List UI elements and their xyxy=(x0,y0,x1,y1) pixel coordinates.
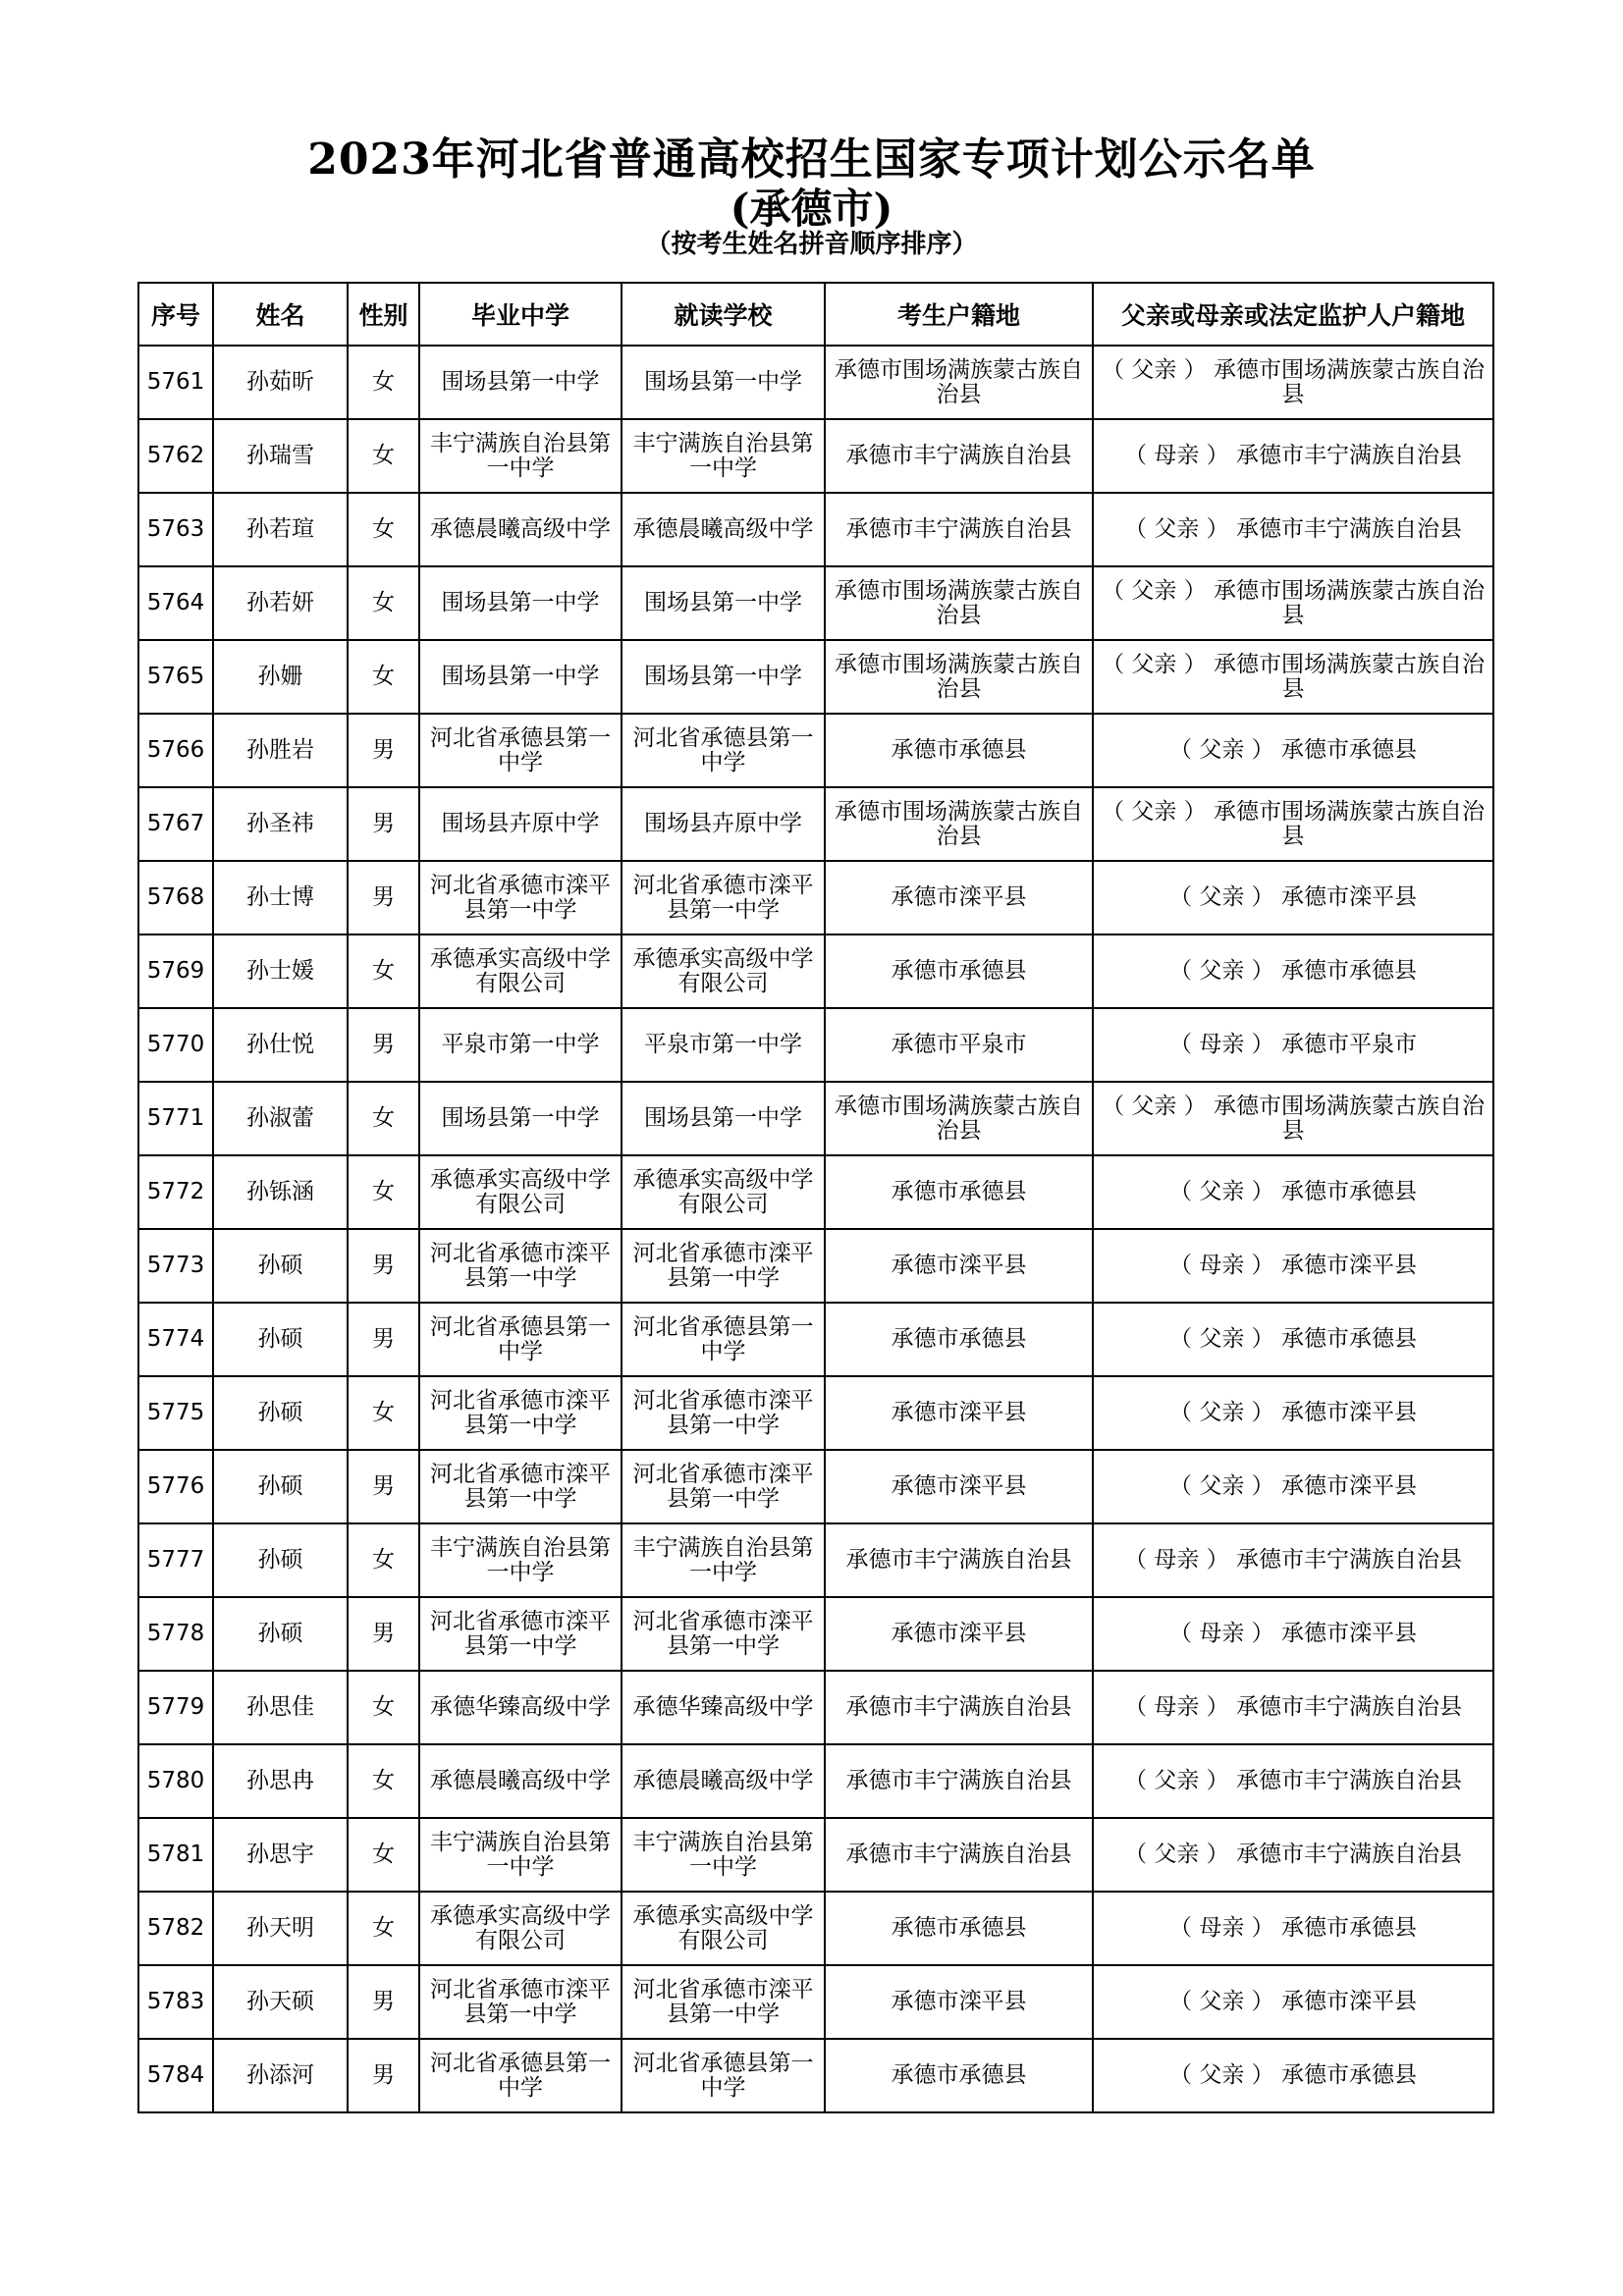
name-cell: 孙士媛 xyxy=(213,934,348,1008)
table-row xyxy=(138,1523,1493,1597)
gender-cell: 男 xyxy=(348,1229,419,1303)
seq-cell: 5774 xyxy=(138,1303,213,1376)
current-school-cell: 河北省承德市滦平县第一中学 xyxy=(622,1450,825,1523)
gender-cell: 男 xyxy=(348,2039,419,2112)
name-cell: 孙天硕 xyxy=(213,1965,348,2039)
graduation-school-cell: 河北省承德县第一中学 xyxy=(419,1303,622,1376)
name-cell: 孙姗 xyxy=(213,640,348,714)
graduation-school-cell: 河北省承德市滦平县第一中学 xyxy=(419,1229,622,1303)
guardian-household-cell: （ 父亲 ） 承德市滦平县 xyxy=(1093,1450,1493,1523)
name-cell: 孙思佳 xyxy=(213,1671,348,1744)
graduation-school-cell: 平泉市第一中学 xyxy=(419,1008,622,1082)
current-school-cell: 平泉市第一中学 xyxy=(622,1008,825,1082)
current-school-cell: 河北省承德县第一中学 xyxy=(622,714,825,787)
name-cell: 孙仕悦 xyxy=(213,1008,348,1082)
household-cell: 承德市滦平县 xyxy=(825,1229,1093,1303)
name-cell: 孙瑞雪 xyxy=(213,419,348,493)
name-cell: 孙若瑄 xyxy=(213,493,348,566)
current-school-cell: 河北省承德市滦平县第一中学 xyxy=(622,1597,825,1671)
gender-cell: 女 xyxy=(348,1376,419,1450)
guardian-household-cell: （ 父亲 ） 承德市滦平县 xyxy=(1093,1965,1493,2039)
gender-cell: 女 xyxy=(348,1671,419,1744)
household-cell: 承德市滦平县 xyxy=(825,1450,1093,1523)
seq-cell: 5781 xyxy=(138,1818,213,1892)
table-row xyxy=(138,861,1493,934)
household-cell: 承德市承德县 xyxy=(825,714,1093,787)
gender-cell: 女 xyxy=(348,640,419,714)
seq-cell: 5765 xyxy=(138,640,213,714)
current-school-cell: 承德承实高级中学有限公司 xyxy=(622,1155,825,1229)
gender-cell: 女 xyxy=(348,1523,419,1597)
table-row xyxy=(138,1303,1493,1376)
guardian-household-cell: （ 父亲 ） 承德市围场满族蒙古族自治县 xyxy=(1093,640,1493,714)
household-cell: 承德市滦平县 xyxy=(825,861,1093,934)
gender-cell: 女 xyxy=(348,493,419,566)
page-title: 2023年河北省普通高校招生国家专项计划公示名单 xyxy=(307,134,1316,185)
graduation-school-cell: 承德晨曦高级中学 xyxy=(419,1744,622,1818)
guardian-household-cell: （ 父亲 ） 承德市围场满族蒙古族自治县 xyxy=(1093,346,1493,419)
page-subtitle: (承德市) xyxy=(730,185,893,233)
header-cell: 姓名 xyxy=(213,283,348,346)
current-school-cell: 围场县第一中学 xyxy=(622,346,825,419)
guardian-household-cell: （ 父亲 ） 承德市丰宁满族自治县 xyxy=(1093,1744,1493,1818)
name-cell: 孙圣祎 xyxy=(213,787,348,861)
name-cell: 孙淑蕾 xyxy=(213,1082,348,1155)
household-cell: 承德市承德县 xyxy=(825,2039,1093,2112)
name-cell: 孙若妍 xyxy=(213,566,348,640)
graduation-school-cell: 河北省承德县第一中学 xyxy=(419,714,622,787)
header-cell: 考生户籍地 xyxy=(825,283,1093,346)
roster-table xyxy=(137,282,1494,2113)
seq-cell: 5767 xyxy=(138,787,213,861)
seq-cell: 5769 xyxy=(138,934,213,1008)
household-cell: 承德市滦平县 xyxy=(825,1965,1093,2039)
seq-cell: 5766 xyxy=(138,714,213,787)
table-row xyxy=(138,419,1493,493)
gender-cell: 男 xyxy=(348,1965,419,2039)
current-school-cell: 承德华臻高级中学 xyxy=(622,1671,825,1744)
current-school-cell: 河北省承德县第一中学 xyxy=(622,1303,825,1376)
table-row xyxy=(138,1597,1493,1671)
guardian-household-cell: （ 父亲 ） 承德市承德县 xyxy=(1093,1303,1493,1376)
guardian-household-cell: （ 母亲 ） 承德市滦平县 xyxy=(1093,1597,1493,1671)
seq-cell: 5782 xyxy=(138,1892,213,1965)
seq-cell: 5776 xyxy=(138,1450,213,1523)
sort-note: （按考生姓名拼音顺序排序） xyxy=(645,230,978,259)
graduation-school-cell: 河北省承德市滦平县第一中学 xyxy=(419,1376,622,1450)
header-cell: 就读学校 xyxy=(622,283,825,346)
household-cell: 承德市丰宁满族自治县 xyxy=(825,493,1093,566)
table-row xyxy=(138,2039,1493,2112)
seq-cell: 5762 xyxy=(138,419,213,493)
seq-cell: 5775 xyxy=(138,1376,213,1450)
gender-cell: 女 xyxy=(348,419,419,493)
household-cell: 承德市承德县 xyxy=(825,1303,1093,1376)
guardian-household-cell: （ 母亲 ） 承德市丰宁满族自治县 xyxy=(1093,1671,1493,1744)
graduation-school-cell: 承德华臻高级中学 xyxy=(419,1671,622,1744)
name-cell: 孙天明 xyxy=(213,1892,348,1965)
current-school-cell: 承德晨曦高级中学 xyxy=(622,493,825,566)
current-school-cell: 河北省承德县第一中学 xyxy=(622,2039,825,2112)
graduation-school-cell: 丰宁满族自治县第一中学 xyxy=(419,1818,622,1892)
household-cell: 承德市丰宁满族自治县 xyxy=(825,1523,1093,1597)
current-school-cell: 丰宁满族自治县第一中学 xyxy=(622,1818,825,1892)
guardian-household-cell: （ 母亲 ） 承德市承德县 xyxy=(1093,1892,1493,1965)
gender-cell: 男 xyxy=(348,1450,419,1523)
household-cell: 承德市滦平县 xyxy=(825,1376,1093,1450)
guardian-household-cell: （ 父亲 ） 承德市承德县 xyxy=(1093,1155,1493,1229)
gender-cell: 男 xyxy=(348,1303,419,1376)
household-cell: 承德市丰宁满族自治县 xyxy=(825,1818,1093,1892)
table-row xyxy=(138,346,1493,419)
table-row xyxy=(138,1376,1493,1450)
graduation-school-cell: 承德晨曦高级中学 xyxy=(419,493,622,566)
guardian-household-cell: （ 父亲 ） 承德市围场满族蒙古族自治县 xyxy=(1093,787,1493,861)
graduation-school-cell: 围场县第一中学 xyxy=(419,346,622,419)
gender-cell: 女 xyxy=(348,346,419,419)
graduation-school-cell: 承德承实高级中学有限公司 xyxy=(419,934,622,1008)
graduation-school-cell: 承德承实高级中学有限公司 xyxy=(419,1155,622,1229)
table-row xyxy=(138,1818,1493,1892)
table-row xyxy=(138,1008,1493,1082)
header-cell: 序号 xyxy=(138,283,213,346)
seq-cell: 5772 xyxy=(138,1155,213,1229)
seq-cell: 5773 xyxy=(138,1229,213,1303)
gender-cell: 女 xyxy=(348,566,419,640)
household-cell: 承德市承德县 xyxy=(825,1155,1093,1229)
guardian-household-cell: （ 父亲 ） 承德市滦平县 xyxy=(1093,861,1493,934)
gender-cell: 女 xyxy=(348,1744,419,1818)
guardian-household-cell: （ 母亲 ） 承德市丰宁满族自治县 xyxy=(1093,1523,1493,1597)
current-school-cell: 承德承实高级中学有限公司 xyxy=(622,934,825,1008)
table-row xyxy=(138,1965,1493,2039)
household-cell: 承德市平泉市 xyxy=(825,1008,1093,1082)
table-row xyxy=(138,1229,1493,1303)
seq-cell: 5777 xyxy=(138,1523,213,1597)
table-row xyxy=(138,566,1493,640)
graduation-school-cell: 河北省承德市滦平县第一中学 xyxy=(419,1965,622,2039)
table-header-row xyxy=(138,283,1493,346)
table-row xyxy=(138,1744,1493,1818)
current-school-cell: 围场县第一中学 xyxy=(622,640,825,714)
guardian-household-cell: （ 父亲 ） 承德市丰宁满族自治县 xyxy=(1093,493,1493,566)
graduation-school-cell: 围场县第一中学 xyxy=(419,1082,622,1155)
name-cell: 孙硕 xyxy=(213,1376,348,1450)
table-row xyxy=(138,640,1493,714)
guardian-household-cell: （ 父亲 ） 承德市承德县 xyxy=(1093,934,1493,1008)
seq-cell: 5783 xyxy=(138,1965,213,2039)
guardian-household-cell: （ 父亲 ） 承德市丰宁满族自治县 xyxy=(1093,1818,1493,1892)
name-cell: 孙硕 xyxy=(213,1303,348,1376)
name-cell: 孙添河 xyxy=(213,2039,348,2112)
table-row xyxy=(138,1082,1493,1155)
seq-cell: 5779 xyxy=(138,1671,213,1744)
guardian-household-cell: （ 父亲 ） 承德市围场满族蒙古族自治县 xyxy=(1093,1082,1493,1155)
household-cell: 承德市丰宁满族自治县 xyxy=(825,1671,1093,1744)
current-school-cell: 围场县第一中学 xyxy=(622,566,825,640)
header-cell: 父亲或母亲或法定监护人户籍地 xyxy=(1093,283,1493,346)
seq-cell: 5784 xyxy=(138,2039,213,2112)
seq-cell: 5768 xyxy=(138,861,213,934)
graduation-school-cell: 河北省承德市滦平县第一中学 xyxy=(419,861,622,934)
name-cell: 孙茹昕 xyxy=(213,346,348,419)
graduation-school-cell: 河北省承德市滦平县第一中学 xyxy=(419,1597,622,1671)
table-row xyxy=(138,1155,1493,1229)
seq-cell: 5771 xyxy=(138,1082,213,1155)
name-cell: 孙思宇 xyxy=(213,1818,348,1892)
name-cell: 孙硕 xyxy=(213,1450,348,1523)
graduation-school-cell: 河北省承德县第一中学 xyxy=(419,2039,622,2112)
graduation-school-cell: 丰宁满族自治县第一中学 xyxy=(419,419,622,493)
graduation-school-cell: 河北省承德市滦平县第一中学 xyxy=(419,1450,622,1523)
graduation-school-cell: 围场县第一中学 xyxy=(419,566,622,640)
current-school-cell: 河北省承德市滦平县第一中学 xyxy=(622,861,825,934)
name-cell: 孙硕 xyxy=(213,1229,348,1303)
current-school-cell: 河北省承德市滦平县第一中学 xyxy=(622,1965,825,2039)
gender-cell: 男 xyxy=(348,787,419,861)
household-cell: 承德市围场满族蒙古族自治县 xyxy=(825,566,1093,640)
header-cell: 性别 xyxy=(348,283,419,346)
table-row xyxy=(138,1450,1493,1523)
seq-cell: 5761 xyxy=(138,346,213,419)
household-cell: 承德市丰宁满族自治县 xyxy=(825,1744,1093,1818)
name-cell: 孙胜岩 xyxy=(213,714,348,787)
name-cell: 孙硕 xyxy=(213,1597,348,1671)
table-row xyxy=(138,1892,1493,1965)
household-cell: 承德市丰宁满族自治县 xyxy=(825,419,1093,493)
gender-cell: 男 xyxy=(348,1008,419,1082)
current-school-cell: 承德承实高级中学有限公司 xyxy=(622,1892,825,1965)
name-cell: 孙硕 xyxy=(213,1523,348,1597)
guardian-household-cell: （ 父亲 ） 承德市承德县 xyxy=(1093,714,1493,787)
name-cell: 孙铄涵 xyxy=(213,1155,348,1229)
gender-cell: 女 xyxy=(348,1818,419,1892)
gender-cell: 女 xyxy=(348,1082,419,1155)
seq-cell: 5780 xyxy=(138,1744,213,1818)
table-row xyxy=(138,714,1493,787)
current-school-cell: 河北省承德市滦平县第一中学 xyxy=(622,1376,825,1450)
table-row xyxy=(138,493,1493,566)
household-cell: 承德市围场满族蒙古族自治县 xyxy=(825,1082,1093,1155)
household-cell: 承德市滦平县 xyxy=(825,1597,1093,1671)
gender-cell: 女 xyxy=(348,934,419,1008)
current-school-cell: 承德晨曦高级中学 xyxy=(622,1744,825,1818)
graduation-school-cell: 围场县卉原中学 xyxy=(419,787,622,861)
seq-cell: 5778 xyxy=(138,1597,213,1671)
guardian-household-cell: （ 父亲 ） 承德市承德县 xyxy=(1093,2039,1493,2112)
current-school-cell: 河北省承德市滦平县第一中学 xyxy=(622,1229,825,1303)
header-cell: 毕业中学 xyxy=(419,283,622,346)
gender-cell: 女 xyxy=(348,1155,419,1229)
guardian-household-cell: （ 父亲 ） 承德市围场满族蒙古族自治县 xyxy=(1093,566,1493,640)
gender-cell: 男 xyxy=(348,714,419,787)
guardian-household-cell: （ 母亲 ） 承德市滦平县 xyxy=(1093,1229,1493,1303)
gender-cell: 女 xyxy=(348,1892,419,1965)
household-cell: 承德市围场满族蒙古族自治县 xyxy=(825,346,1093,419)
household-cell: 承德市围场满族蒙古族自治县 xyxy=(825,640,1093,714)
graduation-school-cell: 围场县第一中学 xyxy=(419,640,622,714)
table-row xyxy=(138,934,1493,1008)
table-row xyxy=(138,787,1493,861)
seq-cell: 5770 xyxy=(138,1008,213,1082)
household-cell: 承德市承德县 xyxy=(825,1892,1093,1965)
name-cell: 孙士博 xyxy=(213,861,348,934)
current-school-cell: 丰宁满族自治县第一中学 xyxy=(622,419,825,493)
seq-cell: 5764 xyxy=(138,566,213,640)
household-cell: 承德市承德县 xyxy=(825,934,1093,1008)
gender-cell: 男 xyxy=(348,1597,419,1671)
current-school-cell: 围场县第一中学 xyxy=(622,1082,825,1155)
seq-cell: 5763 xyxy=(138,493,213,566)
guardian-household-cell: （ 母亲 ） 承德市平泉市 xyxy=(1093,1008,1493,1082)
current-school-cell: 围场县卉原中学 xyxy=(622,787,825,861)
graduation-school-cell: 承德承实高级中学有限公司 xyxy=(419,1892,622,1965)
graduation-school-cell: 丰宁满族自治县第一中学 xyxy=(419,1523,622,1597)
guardian-household-cell: （ 父亲 ） 承德市滦平县 xyxy=(1093,1376,1493,1450)
guardian-household-cell: （ 母亲 ） 承德市丰宁满族自治县 xyxy=(1093,419,1493,493)
current-school-cell: 丰宁满族自治县第一中学 xyxy=(622,1523,825,1597)
name-cell: 孙思冉 xyxy=(213,1744,348,1818)
table-row xyxy=(138,1671,1493,1744)
gender-cell: 男 xyxy=(348,861,419,934)
household-cell: 承德市围场满族蒙古族自治县 xyxy=(825,787,1093,861)
